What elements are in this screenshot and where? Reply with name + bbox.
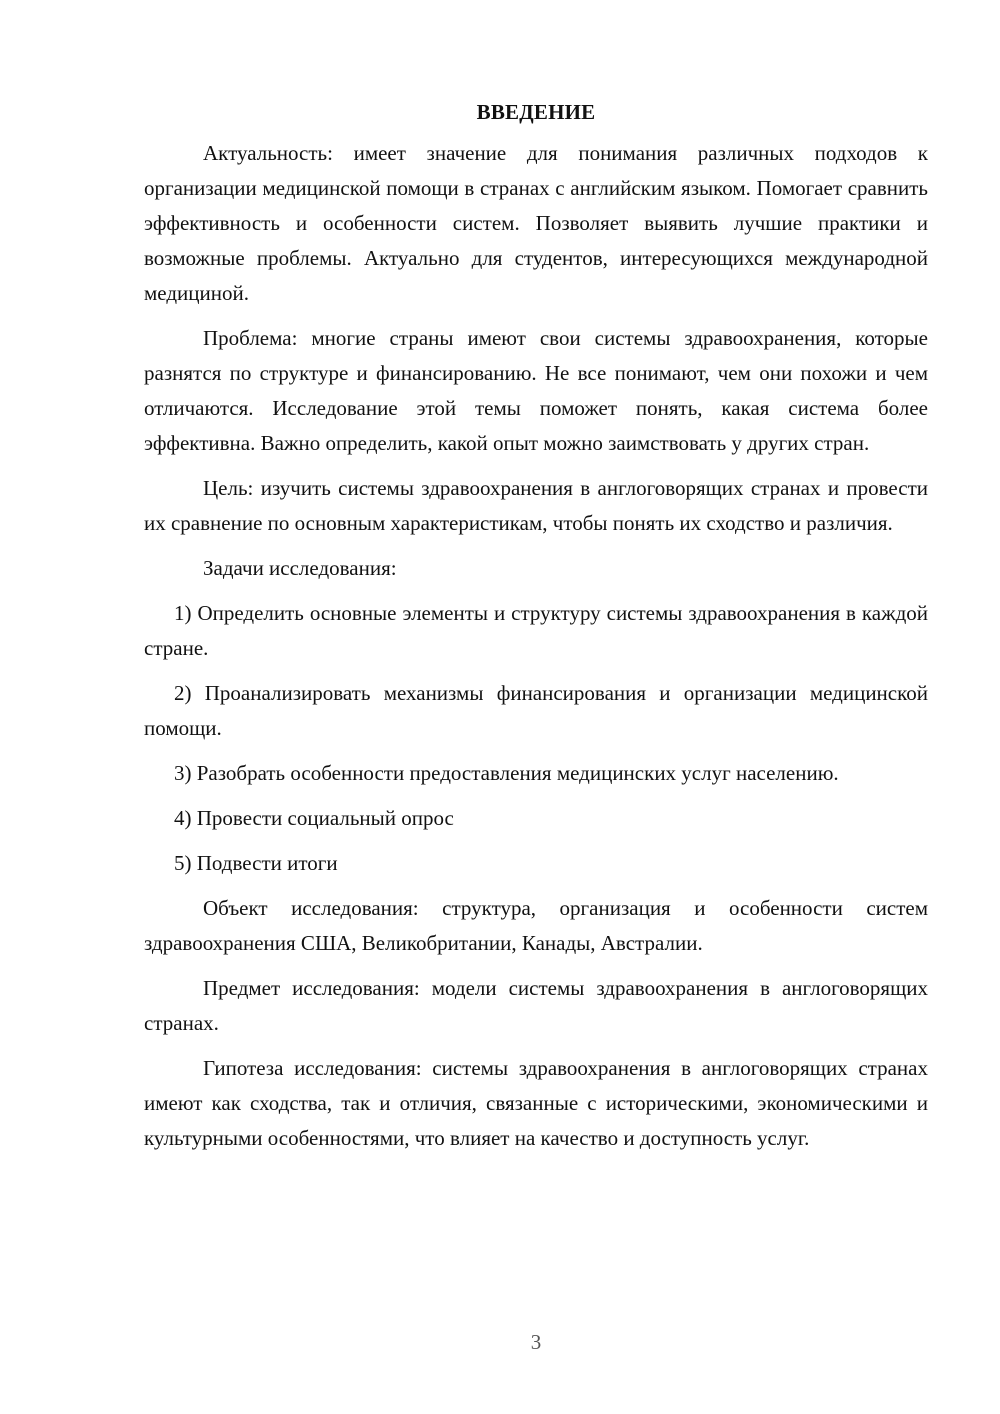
hypothesis-paragraph: Гипотеза исследования: системы здравоохранения в англоговорящих странах имеют как сходства, так и отличия, связанные с историческими, экономическими и культурными особенностями, что влияет на качество и доступность услуг. [144, 1056, 928, 1150]
task-item-5: 5) Подвести итоги [174, 851, 338, 875]
goal-paragraph: Цель: изучить системы здравоохранения в англоговорящих странах и провести их сравнение по основным характеристикам, чтобы понять их сходство и различия. [144, 476, 928, 535]
page-number: 3 [530, 1330, 542, 1354]
page-content [144, 95, 928, 1166]
page-title: ВВЕДЕНИЕ [476, 100, 596, 124]
task-item-1: 1) Определить основные элементы и структуру системы здравоохранения в каждой стране. [144, 601, 928, 660]
object-paragraph: Объект исследования: структура, организация и особенности систем здравоохранения США, Великобритании, Канады, Австралии. [144, 896, 928, 955]
task-item-2: 2) Проанализировать механизмы финансирования и организации медицинской помощи. [144, 681, 928, 740]
tasks-heading: Задачи исследования: [203, 556, 397, 580]
relevance-paragraph: Актуальность: имеет значение для понимания различных подходов к организации медицинской помощи в странах с английским языком. Помогает сравнить эффективность и особенности систем. Позволяет выявить лучшие практики и возможные проблемы. Актуально для студентов, интересующихся международной медициной. [144, 141, 928, 305]
problem-paragraph: Проблема: многие страны имеют свои системы здравоохранения, которые разнятся по структуре и финансированию. Не все понимают, чем они похожи и чем отличаются. Исследование этой темы поможет понять, какая система более эффективна. Важно определить, какой опыт можно заимствовать у других стран. [144, 326, 928, 455]
task-item-4: 4) Провести социальный опрос [174, 806, 454, 830]
task-item-3: 3) Разобрать особенности предоставления медицинских услуг населению. [174, 761, 839, 785]
subject-paragraph: Предмет исследования: модели системы здравоохранения в англоговорящих странах. [144, 976, 928, 1035]
